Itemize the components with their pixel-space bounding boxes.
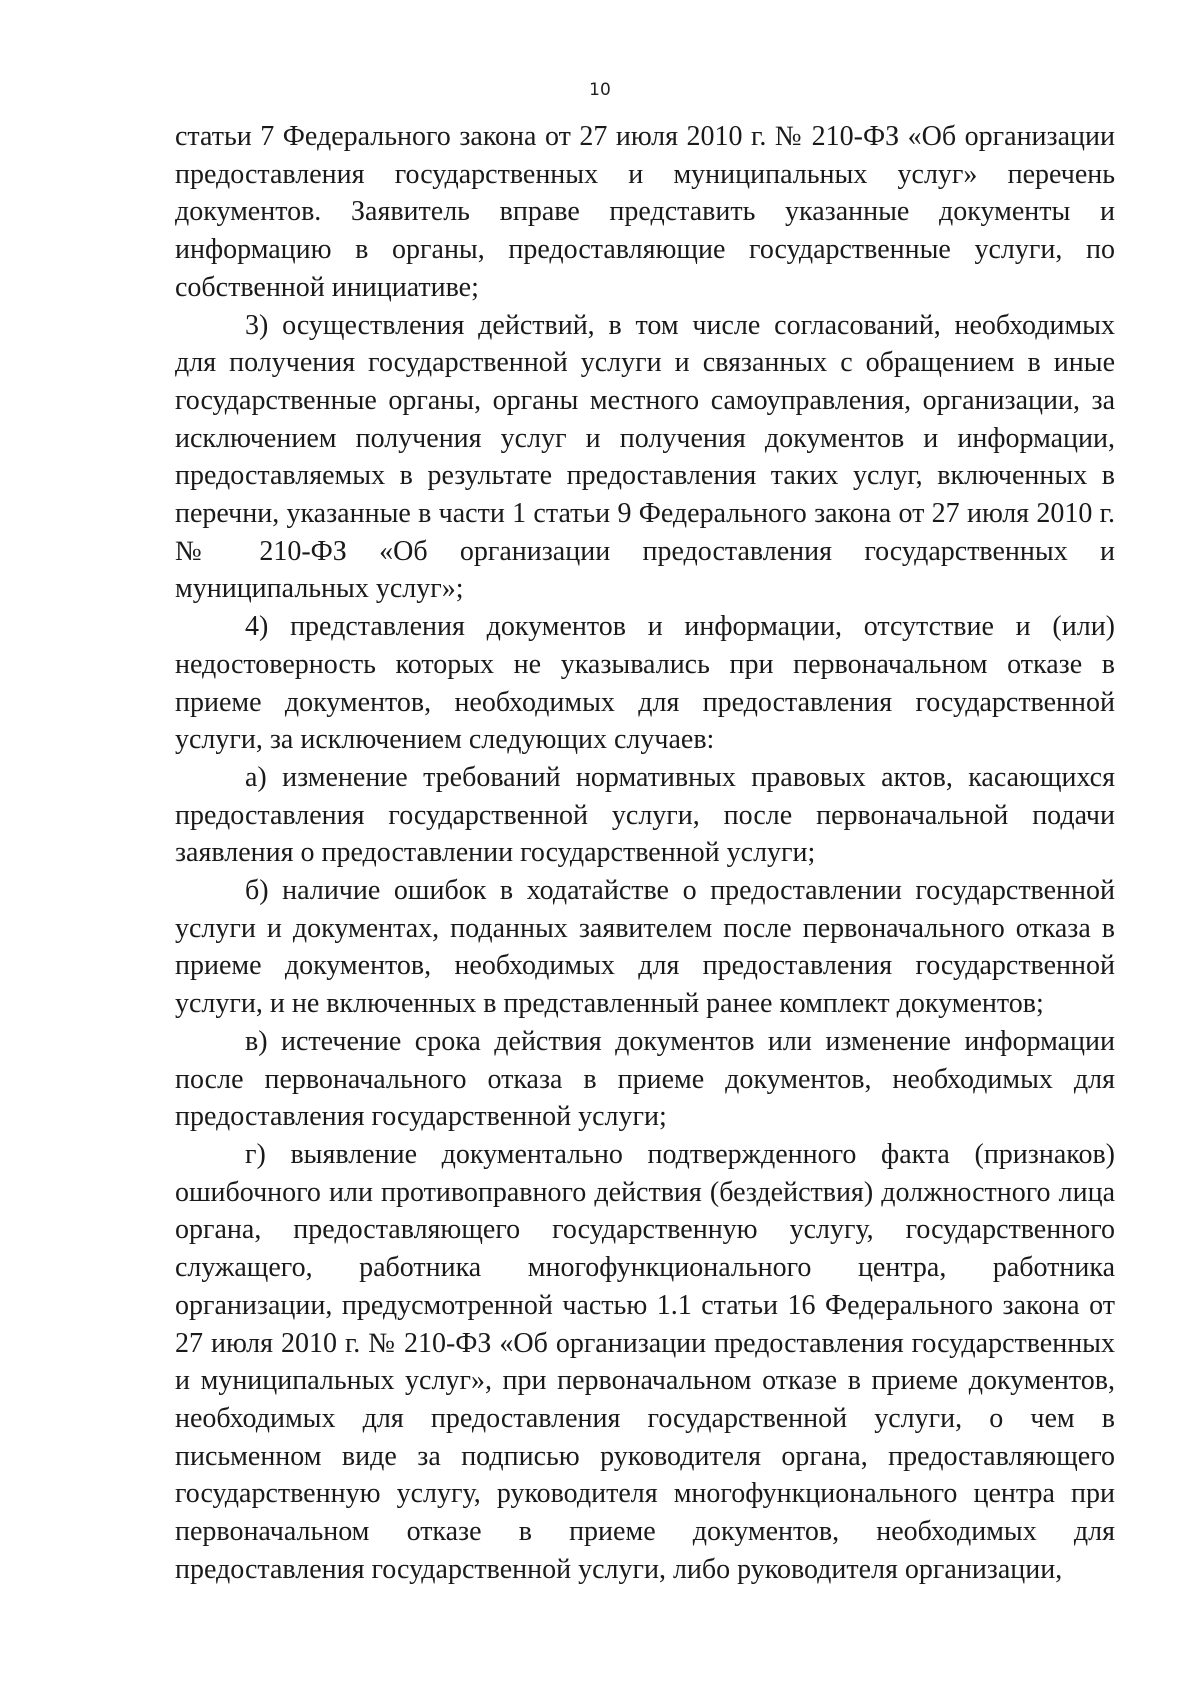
paragraph-subitem-g: г) выявление документально подтвержденного факта (признаков) ошибочного или противоправного действия (бездействия) должностного лица органа, предоставляющего государственную услугу, государственного служащего, работника многофункционального центра, работника организации, предусмотренной частью 1.1 статьи 16 Федерального закона от 27 июля 2010 г. № 210-ФЗ «Об организации предоставления государственных и муниципальных услуг», при первоначальном отказе в приеме документов, необходимых для предоставления государственной услуги, о чем в письменном виде за подписью руководителя органа, предоставляющего государственную услугу, руководителя многофункционального центра при первоначальном отказе в приеме документов, необходимых для предоставления государственной услуги, либо руководителя организации, — [175, 1138, 1115, 1585]
paragraph-intro-continuation: статьи 7 Федерального закона от 27 июля 2010 г. № 210-ФЗ «Об организации предоставления государственных и муниципальных услуг» перечень документов. Заявитель вправе представить указанные документы и информацию в органы, предоставляющие государственные услуги, по собственной инициативе; — [175, 121, 1115, 303]
document-body — [175, 118, 1115, 1588]
paragraph-subitem-v: в) истечение срока действия документов или изменение информации после первоначального отказа в приеме документов, необходимых для предоставления государственной услуги; — [175, 1025, 1115, 1133]
paragraph-item-4: 4) представления документов и информации, отсутствие и (или) недостоверность которых не указывались при первоначальном отказе в приеме документов, необходимых для предоставления государственной услуги, за исключением следующих случаев: — [175, 611, 1115, 756]
paragraph-subitem-b: б) наличие ошибок в ходатайстве о предоставлении государственной услуги и документах, поданных заявителем после первоначального отказа в приеме документов, необходимых для предоставления государственной услуги, и не включенных в представленный ранее комплект документов; — [175, 875, 1115, 1020]
paragraph-subitem-a: а) изменение требований нормативных правовых актов, касающихся предоставления государственной услуги, после первоначальной подачи заявления о предоставлении государственной услуги; — [175, 761, 1115, 869]
page-number: 10 — [589, 80, 611, 100]
paragraph-item-3: 3) осуществления действий, в том числе согласований, необходимых для получения государственной услуги и связанных с обращением в иные государственные органы, органы местного самоуправления, организации, за исключением получения услуг и получения документов и информации, предоставляемых в результате предоставления таких услуг, включенных в перечни, указанные в части 1 статьи 9 Федерального закона от 27 июля 2010 г. № 210-ФЗ «Об организации предоставления государственных и муниципальных услуг»; — [175, 309, 1115, 605]
